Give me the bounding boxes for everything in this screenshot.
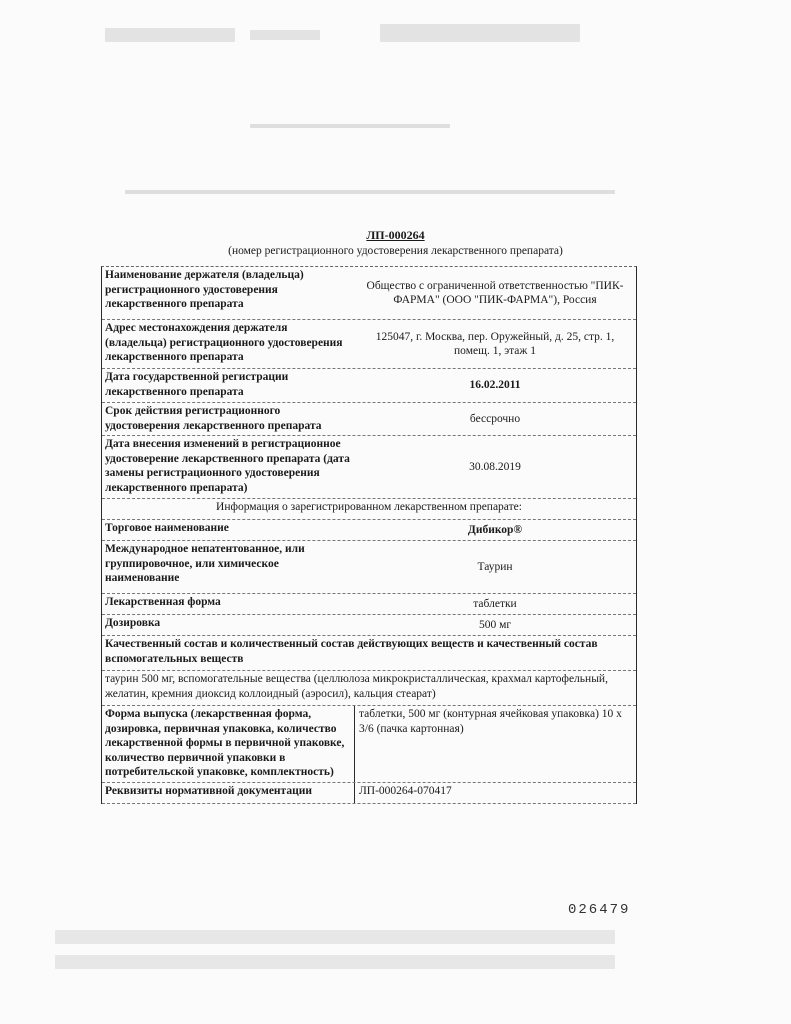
table-row xyxy=(102,369,636,403)
release-form-label: Форма выпуска (лекарственная форма, дозировка, первичная упаковка, количество лекарственной формы в первичной упаковке, количество первичной упаковки в потребительской упаковке, комплектность) xyxy=(105,708,345,778)
change-date-value: 30.08.2019 xyxy=(469,460,521,473)
holder-name-value: Общество с ограниченной ответственностью "ПИК-ФАРМА" (ООО "ПИК-ФАРМА"), Россия xyxy=(366,279,624,306)
dosage-label: Дозировка xyxy=(105,617,161,629)
holder-address-value: 125047, г. Москва, пер. Оружейный, д. 25, стр. 1, помещ. 1, этаж 1 xyxy=(375,330,615,357)
dosage-form-label: Лекарственная форма xyxy=(105,596,221,608)
registration-date-label: Дата государственной регистрации лекарственного препарата xyxy=(105,371,289,398)
registration-date-value: 16.02.2011 xyxy=(469,379,521,392)
table-row xyxy=(102,520,636,541)
holder-address-label: Адрес местонахождения держателя (владельца) регистрационного удостоверения лекарственного препарата xyxy=(105,322,343,363)
release-form-value: таблетки, 500 мг (контурная ячейковая упаковка) 10 х 3/6 (пачка картонная) xyxy=(354,706,636,782)
trade-name-value: Дибикор® xyxy=(467,523,523,536)
normative-docs-label: Реквизиты нормативной документации xyxy=(105,785,312,797)
registration-number-caption: (номер регистрационного удостоверения лекарственного препарата) xyxy=(228,245,563,257)
inn-label: Международное непатентованное, или группировочное, или химическое наименование xyxy=(105,543,305,584)
composition-text: таурин 500 мг, вспомогательные вещества (целлюлоза микрокристаллическая, крахмал картофельный, желатин, кремния диоксид коллоидный (аэросил), кальция стеарат) xyxy=(105,673,608,700)
table-row xyxy=(102,615,636,636)
normative-docs-value: ЛП-000264-070417 xyxy=(354,783,636,803)
table-row xyxy=(102,636,636,671)
table-row xyxy=(102,436,636,499)
inn-value: Таурин xyxy=(477,560,513,573)
validity-value: бессрочно xyxy=(469,412,521,425)
dosage-form-value: таблетки xyxy=(473,597,517,610)
change-date-label: Дата внесения изменений в регистрационное удостоверение лекарственного препарата (дата замены регистрационного удостоверения лекарственного препарата) xyxy=(105,438,350,494)
table-row xyxy=(102,320,636,369)
composition-heading: Качественный состав и количественный состав действующих веществ и качественный состав вспомогательных веществ xyxy=(105,638,598,665)
validity-label: Срок действия регистрационного удостоверения лекарственного препарата xyxy=(105,405,322,432)
table-row xyxy=(102,499,636,520)
registration-number: ЛП-000264 xyxy=(366,228,425,242)
table-row xyxy=(102,671,636,706)
table-row xyxy=(102,267,636,320)
info-heading: Информация о зарегистрированном лекарственном препарате: xyxy=(216,501,522,513)
dosage-value: 500 мг xyxy=(478,618,512,631)
table-row xyxy=(102,403,636,436)
table-row xyxy=(102,594,636,615)
table-row xyxy=(102,706,636,783)
table-row xyxy=(102,783,636,804)
table-row xyxy=(102,541,636,594)
holder-name-label: Наименование держателя (владельца) регистрационного удостоверения лекарственного препарата xyxy=(105,269,304,310)
stamp-number: 026479 xyxy=(568,902,631,918)
trade-name-label: Торговое наименование xyxy=(105,522,229,534)
registration-table xyxy=(101,266,637,804)
